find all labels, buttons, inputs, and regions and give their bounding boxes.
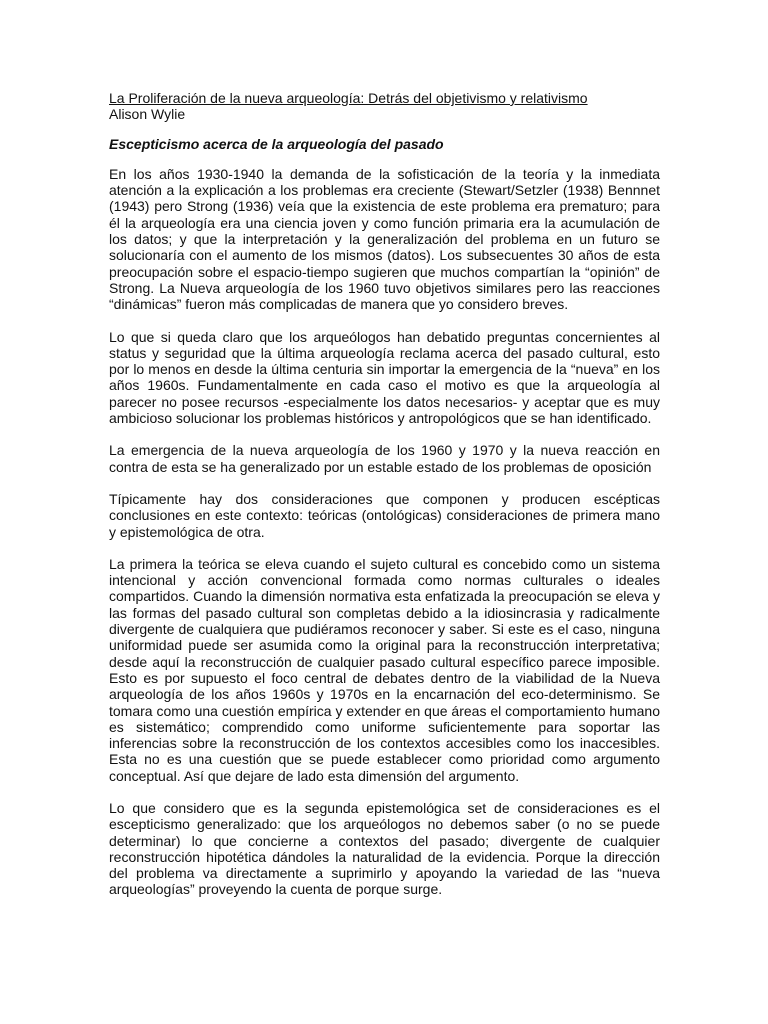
paragraph-1: En los años 1930-1940 la demanda de la sofisticación de la teoría y la inmediata atención a la explicación a los problemas era creciente (Stewart/Setzler (1938) Bennnet (1943) pero Strong (1936) veía que la existencia de este problema era prematuro; para él la arqueología era una ciencia joven y como función primaria era la acumulación de los datos; y que la interpretación y la generalización del problema en un futuro se solucionaría con el aumento de los mismos (datos). Los subsecuentes 30 años de esta preocupación sobre el espacio-tiempo sugieren que muchos compartían la “opinión” de Strong. La Nueva arqueología de los 1960 tuvo objetivos similares pero las reacciones “dinámicas” fueron más complicadas de manera que yo considero breves. — [109, 165, 660, 313]
section-heading: Escepticismo acerca de la arqueología del pasado — [109, 135, 444, 152]
document-page — [109, 90, 660, 914]
paragraph-3: La emergencia de la nueva arqueología de los 1960 y 1970 y la nueva reacción en contra de esta se ha generalizado por un estable estado de los problemas de oposición — [109, 442, 660, 475]
paragraph-2: Lo que si queda claro que los arqueólogos han debatido preguntas concernientes al status y seguridad que la última arqueología reclama acerca del pasado cultural, esto por lo menos en desde la última centuria sin importar la emergencia de la “nueva” en los años 1960s. Fundamentalmente en cada caso el motivo es que la arqueología al parecer no posee recursos -especialmente los datos necesarios- y aceptar que es muy ambicioso solucionar los problemas históricos y antropológicos que se han identificado. — [109, 328, 660, 427]
document-title: La Proliferación de la nueva arqueología: Detrás del objetivismo y relativismo — [109, 90, 588, 106]
paragraph-4: Típicamente hay dos consideraciones que componen y producen escépticas conclusiones en este contexto: teóricas (ontológicas) consideraciones de primera mano y epistemológica de otra. — [109, 490, 660, 540]
paragraph-6: Lo que considero que es la segunda epistemológica set de consideraciones es el escepticismo generalizado: que los arqueólogos no debemos saber (o no se puede determinar) lo que concierne a contextos del pasado; divergente de cualquier reconstrucción hipotética dándoles la naturalidad de la evidencia. Porque la dirección del problema va directamente a suprimirlo y apoyando la variedad de las “nueva arqueologías” proveyendo la cuenta de porque surge. — [109, 799, 660, 898]
paragraph-5: La primera la teórica se eleva cuando el sujeto cultural es concebido como un sistema intencional y acción convencional formada como normas culturales o ideales compartidos. Cuando la dimensión normativa esta enfatizada la preocupación se eleva y las formas del pasado cultural son completas debido a la idiosincrasia y radicalmente divergente de cualquiera que pudiéramos reconocer y saber. Si este es el caso, ninguna uniformidad puede ser asumida como la original para la reconstrucción interpretativa; desde aquí la reconstrucción de cualquier pasado cultural específico parece imposible. Esto es por supuesto el foco central de debates dentro de la viabilidad de la Nueva arqueología de los años 1960s y 1970s en la encarnación del eco-determinismo. Se tomara como una cuestión empírica y extender en que áreas el comportamiento humano es sistemático; comprendido como uniforme suficientemente para soportar las inferencias sobre la reconstrucción de los contextos accesibles como los inaccesibles. Esta no es una cuestión que se puede establecer como prioridad como argumento conceptual. Así que dejare de lado esta dimensión del argumento. — [109, 555, 660, 784]
document-author: Alison Wylie — [109, 106, 186, 123]
